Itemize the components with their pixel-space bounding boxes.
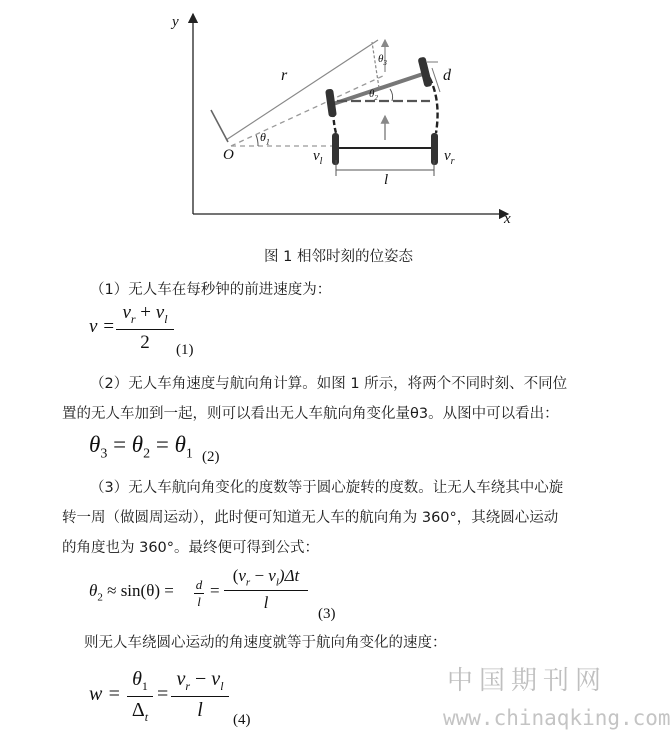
eq4-theta: θ: [132, 668, 142, 690]
eq3-vl: v: [268, 566, 276, 585]
watermark-url: www.chinaqking.com: [443, 706, 671, 730]
eq1-vl-sub: l: [164, 311, 168, 326]
eq1-plus: +: [135, 302, 156, 323]
paragraph-4: 则无人车绕圆心运动的角速度就等于航向角变化的速度：: [84, 635, 447, 651]
theta2-arc: [390, 89, 393, 101]
theta2-symbol: θ: [369, 88, 375, 100]
theta1-symbol: θ: [260, 130, 266, 144]
eq3-big-fraction: [224, 566, 308, 613]
eq3-number: (3): [318, 606, 336, 622]
eq3-close: )Δt: [278, 566, 300, 585]
theta3-subscript: 3: [383, 59, 387, 68]
y-axis-label: y: [172, 14, 179, 30]
paragraph-1: （1）无人车在每秒钟的前进速度为：: [90, 282, 332, 298]
theta3-label: [378, 53, 387, 67]
origin-label: O: [223, 147, 234, 163]
eq1-numerator: [116, 302, 174, 327]
eq3-d: d: [195, 577, 203, 592]
eq1-fraction: [116, 302, 174, 354]
radius-label: r: [281, 67, 288, 84]
theta1-label: [260, 130, 270, 146]
eq3-numerator: [224, 566, 308, 588]
vr-symbol: v: [444, 148, 451, 164]
upper-right-wheel: [417, 56, 432, 87]
eq1-vr: v: [122, 302, 131, 323]
eq4-minus: −: [190, 668, 212, 690]
eq2-eq-b: =: [150, 432, 175, 457]
eq2-eq-a: =: [107, 432, 132, 457]
eq2-number: (2): [202, 449, 220, 465]
vr-label: [444, 148, 455, 167]
eq4-numerator-1: [127, 668, 153, 694]
eq3-theta-sub: 2: [97, 591, 103, 604]
d-label: d: [443, 67, 451, 84]
eq3-vl-sub: l: [275, 576, 279, 589]
theta1-subscript: 1: [265, 137, 270, 147]
eq1-vr-sub: r: [130, 311, 136, 326]
paragraph-2-line-1: （2）无人车角速度与航向角计算。如图 1 所示，将两个不同时刻、不同位: [90, 376, 568, 392]
eq3-approx-sin: ≈ sin(θ) =: [102, 581, 174, 600]
eq1-vl: v: [155, 302, 165, 323]
eq2-expression: [89, 432, 193, 463]
eq2-theta3: θ: [89, 432, 101, 457]
paragraph-3-line-2: 转一周（做圆周运动），此时便可知道无人车的航向角为 360°，其绕圆心运动: [62, 510, 559, 526]
eq1-fraction-bar: [116, 329, 174, 330]
eq4-vr: v: [176, 668, 186, 690]
watermark-cn: 中国期刊网: [447, 666, 608, 696]
theta1-arc: [256, 135, 258, 146]
eq4-vr-sub: r: [185, 679, 191, 693]
vl-symbol: v: [313, 148, 320, 164]
eq4-theta-sub: 1: [141, 679, 148, 693]
eq3-big-bar: [224, 590, 308, 591]
eq3-small-fraction: [194, 577, 204, 610]
theta2-subscript: 2: [374, 94, 378, 103]
eq4-denominator-1: [127, 699, 153, 725]
eq4-delta-sub: t: [144, 710, 149, 724]
eq4-delta: Δ: [131, 699, 145, 721]
eq4-bar-2: [171, 696, 229, 697]
eq2-theta1-sub: 1: [185, 446, 193, 462]
paragraph-2-line-2: 置的无人车加到一起，则可以看出无人车航向角变化量θ3。从图中可以看出：: [62, 406, 559, 422]
eq4-vl-sub: l: [220, 679, 224, 693]
vl-subscript: l: [319, 156, 323, 167]
eq4-bar-1: [127, 696, 153, 697]
vl-label: [313, 148, 322, 167]
l-label: l: [384, 172, 389, 188]
eq1-denominator: 2: [140, 331, 150, 353]
theta3-symbol: θ: [378, 53, 384, 65]
eq1-number: (1): [176, 342, 194, 358]
eq3-theta: θ: [89, 581, 98, 600]
eq2-theta2: θ: [131, 432, 144, 457]
theta2-label: [369, 88, 378, 102]
eq2-theta1: θ: [174, 432, 186, 457]
paragraph-3-line-1: （3）无人车航向角变化的度数等于圆心旋转的度数。让无人车绕其中心旋: [90, 480, 564, 496]
figure-caption: 图 1 相邻时刻的位姿态: [264, 249, 413, 265]
eq4-fraction-2: [171, 668, 229, 722]
eq2-theta2-sub: 2: [143, 446, 151, 462]
eq3-vr-sub: r: [245, 576, 251, 589]
eq4-fraction-1: [127, 668, 153, 725]
eq3-lhs: [89, 581, 174, 603]
pose-diagram: [0, 0, 671, 240]
eq3-l-small: l: [197, 594, 201, 609]
paragraph-3-line-3: 的角度也为 360°。最终便可得到公式：: [62, 540, 320, 556]
eq3-denominator: l: [263, 593, 269, 613]
eq4-numerator-2: [171, 668, 229, 694]
eq3-open: (: [232, 566, 239, 585]
r-dim-line: [226, 40, 378, 140]
eq4-lhs: w =: [89, 683, 121, 705]
vr-subscript: r: [450, 156, 455, 167]
eq2-theta3-sub: 3: [100, 446, 108, 462]
r-dim-tick-left: [211, 110, 228, 142]
x-axis-label: x: [504, 211, 511, 227]
eq4-vl: v: [211, 668, 221, 690]
eq4-equals: =: [157, 683, 169, 705]
eq3-minus: −: [250, 566, 269, 585]
eq4-number: (4): [233, 712, 251, 728]
eq3-vr: v: [238, 566, 246, 585]
eq4-denominator-2: l: [197, 699, 203, 721]
eq3-equals: =: [210, 581, 220, 600]
eq1-lhs: v =: [89, 316, 116, 337]
